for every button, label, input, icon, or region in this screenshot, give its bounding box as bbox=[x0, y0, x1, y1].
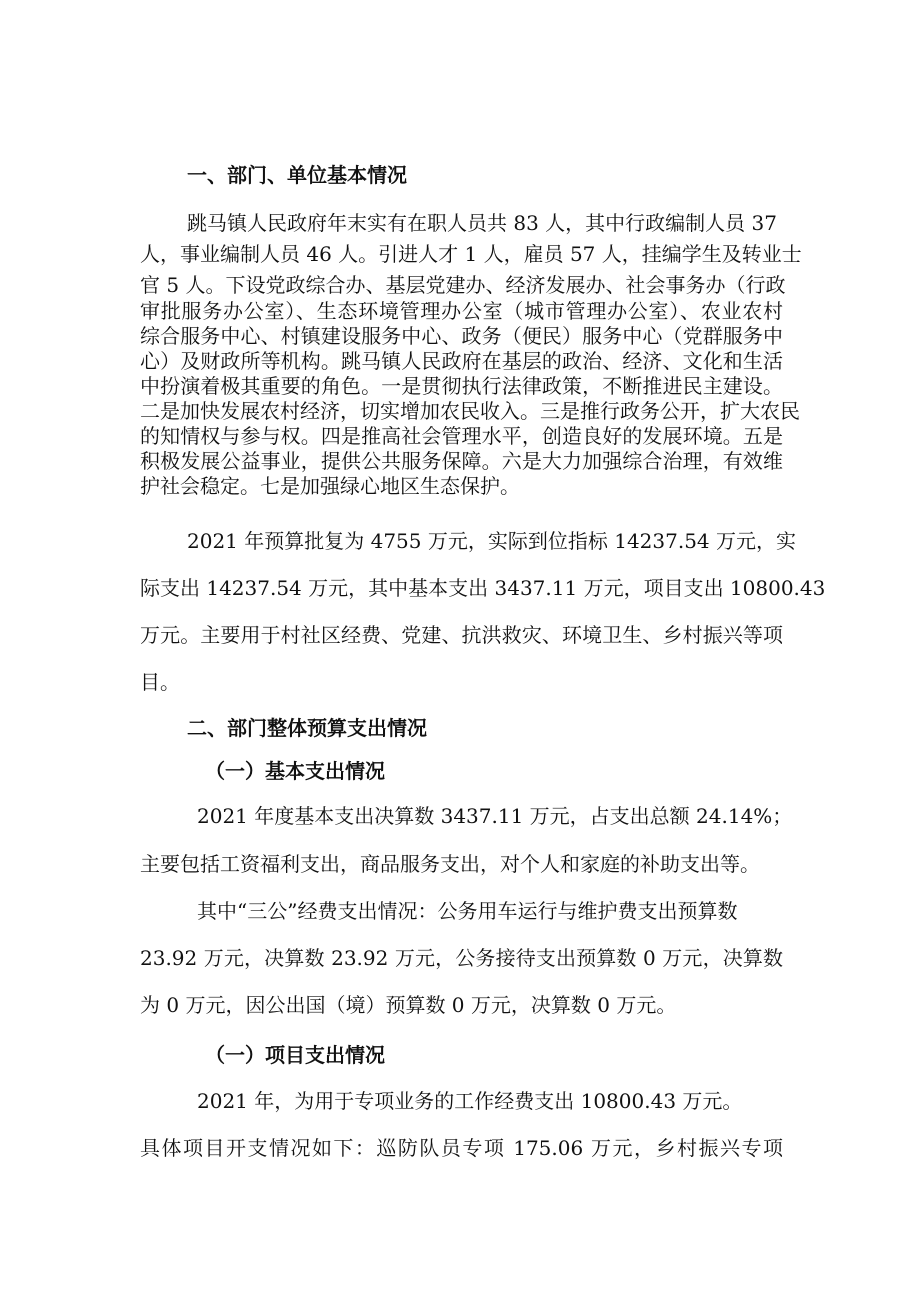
paragraph-line: 护社会稳定。七是加强绿心地区生态保护。 bbox=[140, 474, 520, 498]
paragraph-line: 审批服务办公室）、生态环境管理办公室（城市管理办公室）、农业农村 bbox=[140, 299, 783, 323]
paragraph-line: 跳马镇人民政府年末实有在职人员共 83 人，其中行政编制人员 37 bbox=[187, 211, 777, 235]
paragraph-line: 人，事业编制人员 46 人。引进人才 1 人，雇员 57 人，挂编学生及转业士 bbox=[140, 242, 802, 266]
paragraph-line: 积极发展公益事业，提供公共服务保障。六是大力加强综合治理，有效维 bbox=[140, 449, 783, 473]
paragraph-line: 具体项目开支情况如下：巡防队员专项 175.06 万元，乡村振兴专项 bbox=[140, 1136, 783, 1160]
paragraph-line: 目。 bbox=[140, 670, 180, 694]
paragraph-line: 际支出 14237.54 万元，其中基本支出 3437.11 万元，项目支出 10800.43 bbox=[140, 576, 826, 600]
section-heading-overall-expenditure: 二、部门整体预算支出情况 bbox=[187, 716, 427, 740]
paragraph-line: 2021 年预算批复为 4755 万元，实际到位指标 14237.54 万元，实 bbox=[187, 529, 797, 553]
paragraph-line: 综合服务中心、村镇建设服务中心、政务（便民）服务中心（党群服务中 bbox=[140, 324, 783, 348]
paragraph-line: 万元。主要用于村社区经费、党建、抗洪救灾、环境卫生、乡村振兴等项 bbox=[140, 623, 783, 647]
paragraph-line: 主要包括工资福利支出，商品服务支出，对个人和家庭的补助支出等。 bbox=[140, 852, 760, 876]
paragraph-line: 为 0 万元，因公出国（境）预算数 0 万元，决算数 0 万元。 bbox=[140, 993, 677, 1017]
section-heading-basic-info: 一、部门、单位基本情况 bbox=[187, 163, 407, 187]
paragraph-line: 二是加快发展农村经济，切实增加农民收入。三是推行政务公开，扩大农民 bbox=[140, 399, 800, 423]
paragraph-line: 中扮演着极其重要的角色。一是贯彻执行法律政策，不断推进民主建设。 bbox=[140, 374, 783, 398]
paragraph-line: 的知情权与参与权。四是推高社会管理水平，创造良好的发展环境。五是 bbox=[140, 424, 783, 448]
paragraph-line: 23.92 万元，决算数 23.92 万元，公务接待支出预算数 0 万元，决算数 bbox=[140, 946, 783, 970]
subsection-heading-basic-expenditure: （一）基本支出情况 bbox=[205, 759, 385, 783]
paragraph-line: 心）及财政所等机构。跳马镇人民政府在基层的政治、经济、文化和生活 bbox=[140, 349, 783, 373]
paragraph-line: 其中“三公”经费支出情况：公务用车运行与维护费支出预算数 bbox=[197, 899, 738, 923]
subsection-heading-project-expenditure: （一）项目支出情况 bbox=[205, 1043, 385, 1067]
paragraph-line: 2021 年度基本支出决算数 3437.11 万元，占支出总额 24.14%； bbox=[197, 804, 793, 828]
paragraph-line: 官 5 人。下设党政综合办、基层党建办、经济发展办、社会事务办（行政 bbox=[140, 273, 786, 297]
paragraph-line: 2021 年，为用于专项业务的工作经费支出 10800.43 万元。 bbox=[197, 1089, 743, 1113]
